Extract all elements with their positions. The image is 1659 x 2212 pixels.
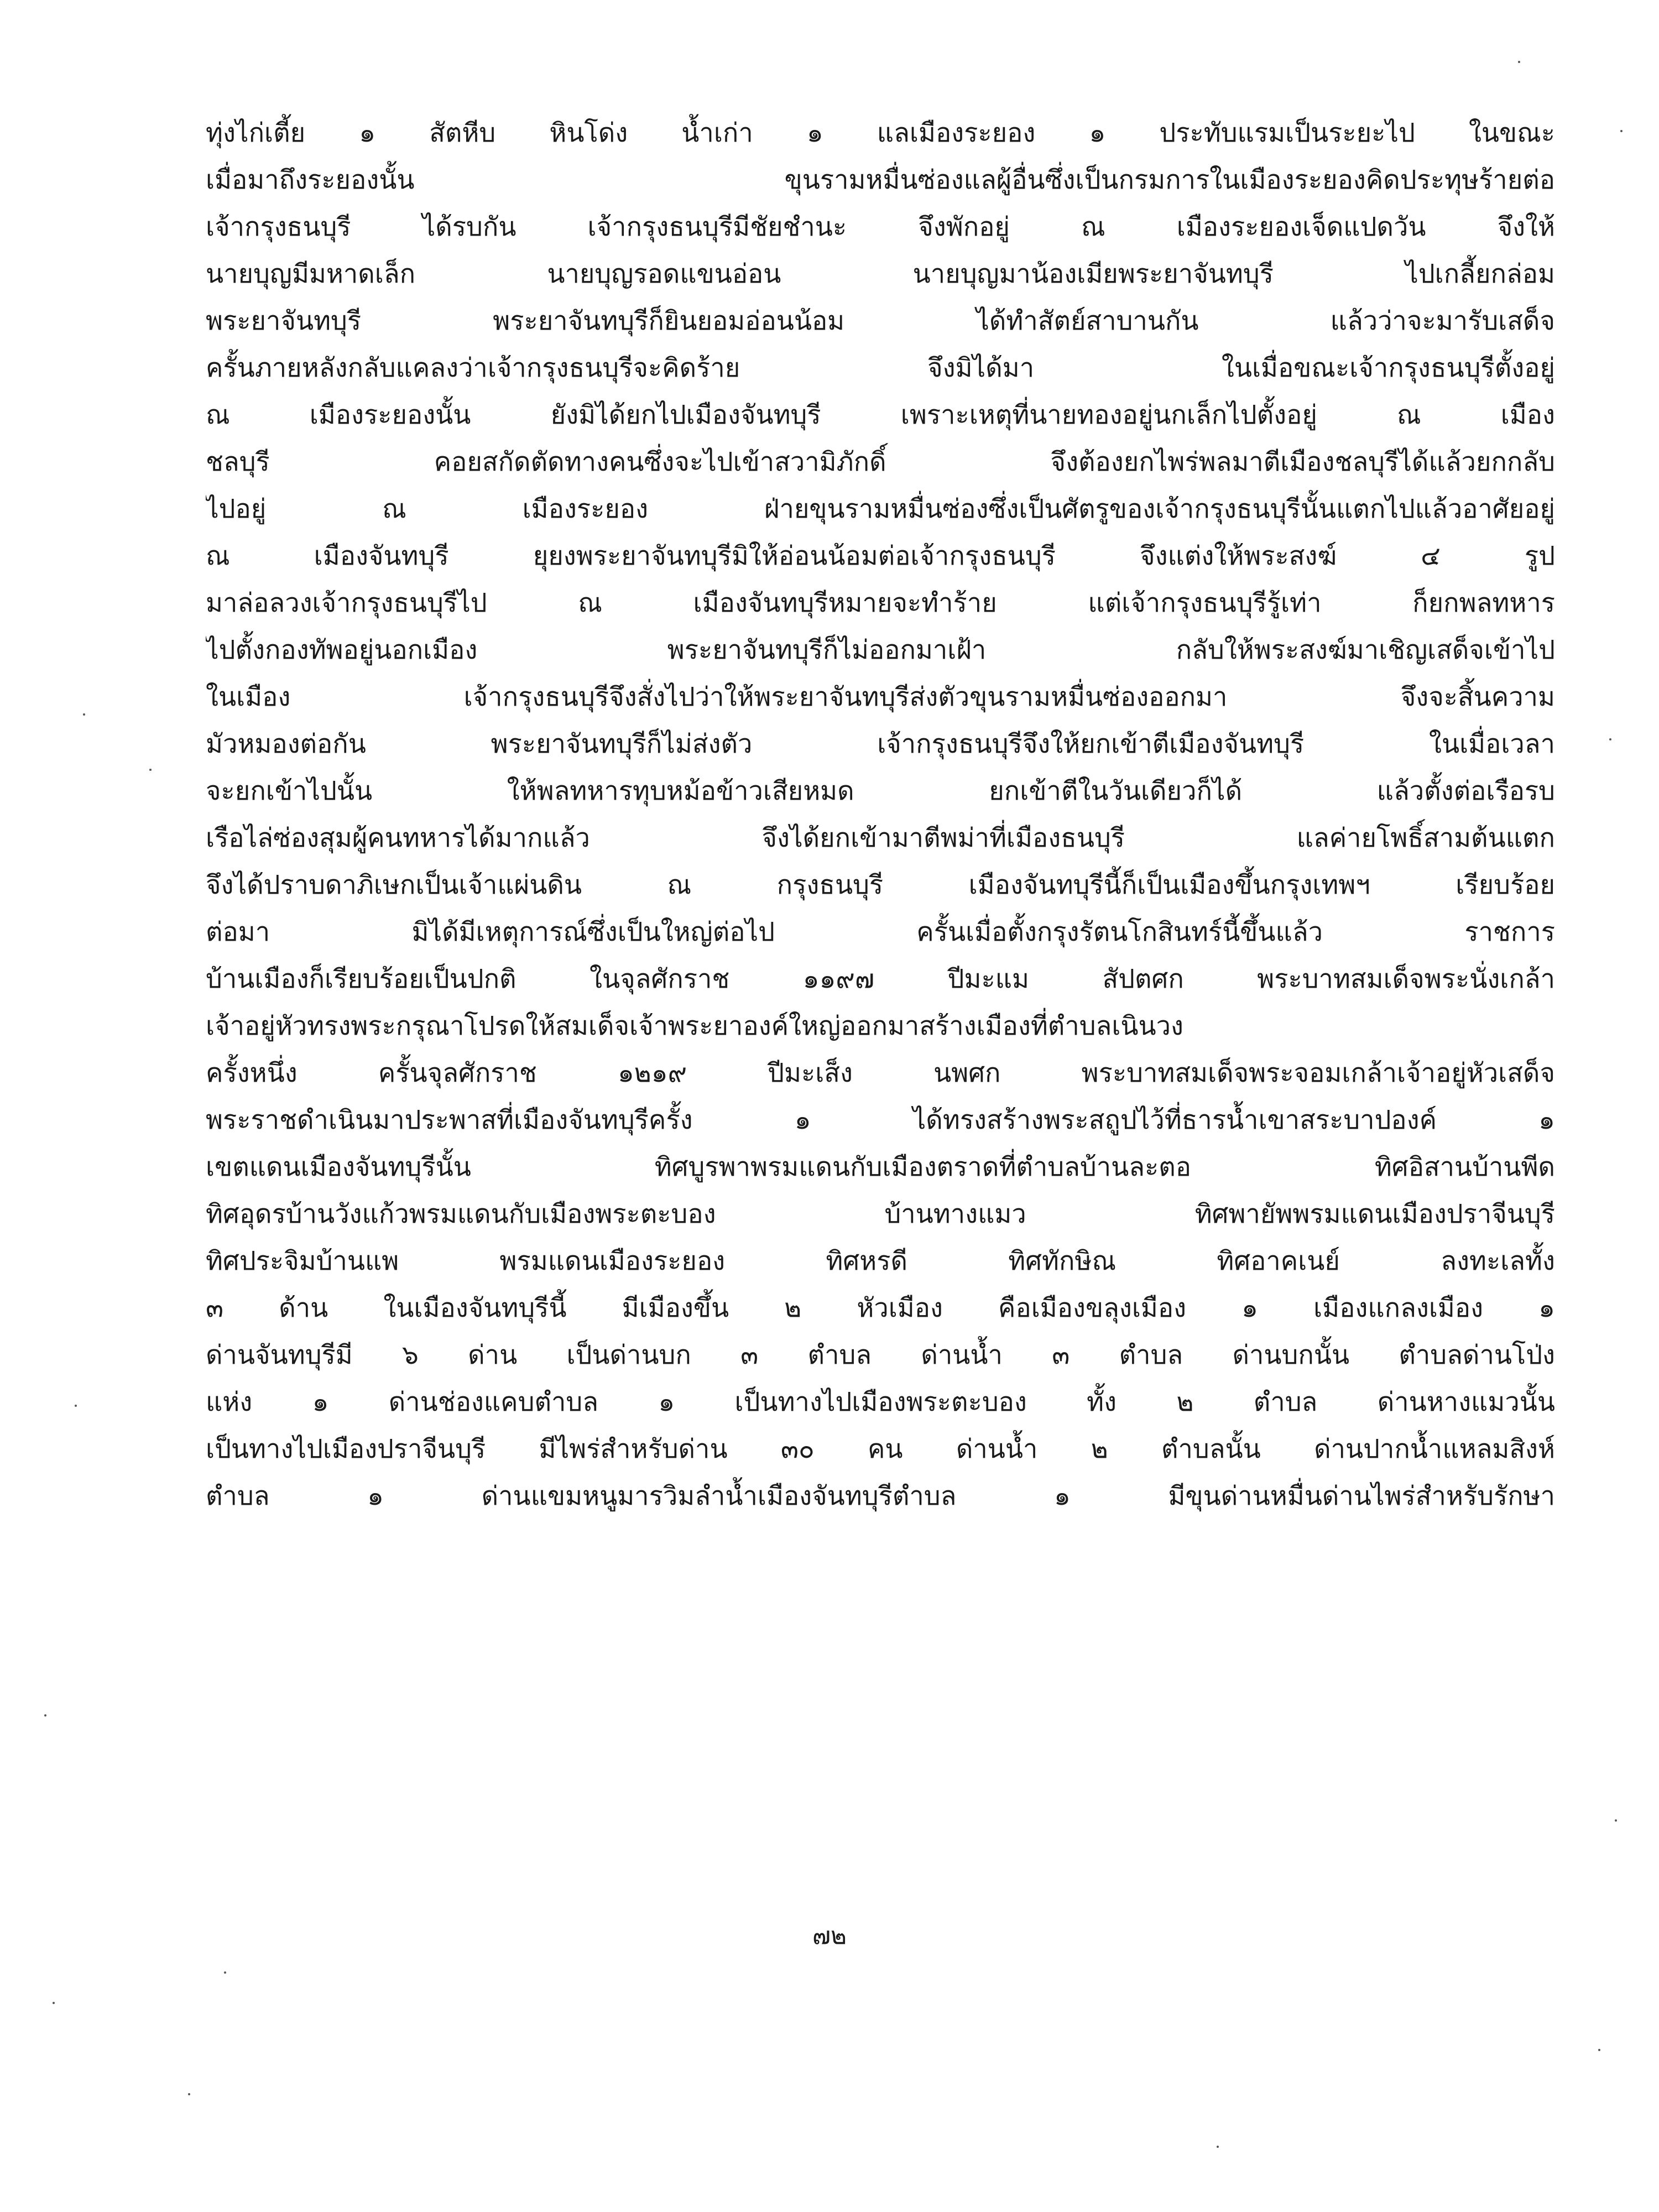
text-line: เรือไล่ซ่องสุมผู้คนทหารได้มากแล้ว จึงได้ยกเข้ามาตีพม่าที่เมืองธนบุรี แลค่ายโพธิ์สามต้นแตก bbox=[206, 823, 1555, 853]
text-line: ณ เมืองระยองนั้น ยังมิได้ยกไปเมืองจันทบุรี เพราะเหตุที่นายทองอยู่นกเล็กไปตั้งอยู่ ณ เมือง bbox=[206, 400, 1555, 430]
scan-speck bbox=[188, 2093, 190, 2095]
body-text bbox=[206, 109, 1555, 1520]
scan-speck bbox=[44, 1714, 46, 1717]
text-line: พระราชดำเนินมาประพาสที่เมืองจันทบุรีครั้ง ๑ ได้ทรงสร้างพระสถูปไว้ที่ธารน้ำเขาสระบาปองค์ ๑ bbox=[206, 1105, 1555, 1135]
text-line: ทุ่งไก่เตี้ย ๑ สัตหีบ หินโด่ง น้ำเก่า ๑ แลเมืองระยอง ๑ ประทับแรมเป็นระยะไป ในขณะ bbox=[206, 118, 1555, 148]
text-line: ครั้งหนึ่ง ครั้นจุลศักราช ๑๒๑๙ ปีมะเส็ง นพศก พระบาทสมเด็จพระจอมเกล้าเจ้าอยู่หัวเสด็จ bbox=[206, 1058, 1555, 1088]
text-line: แห่ง ๑ ด่านช่องแคบตำบล ๑ เป็นทางไปเมืองพระตะบอง ทั้ง ๒ ตำบล ด่านหางแมวนั้น bbox=[206, 1387, 1555, 1417]
text-line: ตำบล ๑ ด่านแขมหนูมารวิมลำน้ำเมืองจันทบุรีตำบล ๑ มีขุนด่านหมื่นด่านไพร่สำหรับรักษา bbox=[206, 1481, 1555, 1511]
text-line: เจ้าอยู่หัวทรงพระกรุณาโปรดให้สมเด็จเจ้าพระยาองค์ใหญ่ออกมาสร้างเมืองที่ตำบลเนินวง bbox=[206, 1011, 1184, 1041]
scan-speck bbox=[149, 769, 152, 771]
text-line: จึงได้ปราบดาภิเษกเป็นเจ้าแผ่นดิน ณ กรุงธนบุรี เมืองจันทบุรีนี้ก็เป็นเมืองขึ้นกรุงเทพฯ เรียบร้อย bbox=[206, 870, 1555, 900]
text-line: เป็นทางไปเมืองปราจีนบุรี มีไพร่สำหรับด่าน ๓๐ คน ด่านน้ำ ๒ ตำบลนั้น ด่านปากน้ำแหลมสิงห์ bbox=[206, 1434, 1555, 1464]
page-number: ๗๒ bbox=[812, 1922, 847, 1950]
text-line: มัวหมองต่อกัน พระยาจันทบุรีก็ไม่ส่งตัว เจ้ากรุงธนบุรีจึงให้ยกเข้าตีเมืองจันทบุรี ในเมื่อเวลา bbox=[206, 729, 1555, 759]
text-line: ไปอยู่ ณ เมืองระยอง ฝ่ายขุนรามหมื่นซ่องซึ่งเป็นศัตรูของเจ้ากรุงธนบุรีนั้นแตกไปแล้วอาศัยอยู่ bbox=[206, 494, 1555, 524]
scan-speck bbox=[1615, 1819, 1617, 1822]
text-line: ณ เมืองจันทบุรี ยุยงพระยาจันทบุรีมิให้อ่อนน้อมต่อเจ้ากรุงธนบุรี จึงแต่งให้พระสงฆ์ ๔ รูป bbox=[206, 541, 1555, 571]
text-line: ทิศอุดรบ้านวังแก้วพรมแดนกับเมืองพระตะบอง บ้านทางแมว ทิศพายัพพรมแดนเมืองปราจีนบุรี bbox=[206, 1199, 1555, 1229]
text-line: ด่านจันทบุรีมี ๖ ด่าน เป็นด่านบก ๓ ตำบล ด่านน้ำ ๓ ตำบล ด่านบกนั้น ตำบลด่านโป่ง bbox=[206, 1340, 1555, 1370]
scan-speck bbox=[1609, 738, 1611, 740]
scan-speck bbox=[53, 2002, 55, 2004]
scan-speck bbox=[224, 1971, 226, 1974]
scan-speck bbox=[1217, 2146, 1219, 2148]
text-line: เขตแดนเมืองจันทบุรีนั้น ทิศบูรพาพรมแดนกับเมืองตราดที่ตำบลบ้านละตอ ทิศอิสานบ้านพีด bbox=[206, 1152, 1555, 1182]
scan-speck bbox=[75, 1405, 77, 1407]
scan-speck bbox=[1518, 61, 1520, 63]
text-line: ต่อมา มิได้มีเหตุการณ์ซึ่งเป็นใหญ่ต่อไป ครั้นเมื่อตั้งกรุงรัตนโกสินทร์นี้ขึ้นแล้ว ราชการ bbox=[206, 917, 1555, 947]
text-line: พระยาจันทบุรี พระยาจันทบุรีก็ยินยอมอ่อนน้อม ได้ทำสัตย์สาบานกัน แล้วว่าจะมารับเสด็จ bbox=[206, 306, 1555, 336]
text-line: มาล่อลวงเจ้ากรุงธนบุรีไป ณ เมืองจันทบุรีหมายจะทำร้าย แต่เจ้ากรุงธนบุรีรู้เท่า ก็ยกพลทหาร bbox=[206, 588, 1555, 618]
scan-speck bbox=[1598, 2049, 1600, 2051]
text-line: นายบุญมีมหาดเล็ก นายบุญรอดแขนอ่อน นายบุญมาน้องเมียพระยาจันทบุรี ไปเกลี้ยกล่อม bbox=[206, 259, 1555, 289]
text-line: ๓ ด้าน ในเมืองจันทบุรีนี้ มีเมืองขึ้น ๒ หัวเมือง คือเมืองขลุงเมือง ๑ เมืองแกลงเมือง ๑ bbox=[206, 1293, 1555, 1323]
text-line: จะยกเข้าไปนั้น ให้พลทหารทุบหม้อข้าวเสียหมด ยกเข้าตีในวันเดียวก็ได้ แล้วตั้งต่อเรือรบ bbox=[206, 776, 1555, 806]
text-line: ไปตั้งกองทัพอยู่นอกเมือง พระยาจันทบุรีก็ไม่ออกมาเฝ้า กลับให้พระสงฆ์มาเชิญเสด็จเข้าไป bbox=[206, 635, 1555, 665]
text-line: เจ้ากรุงธนบุรี ได้รบกัน เจ้ากรุงธนบุรีมีชัยชำนะ จึงพักอยู่ ณ เมืองระยองเจ็ดแปดวัน จึงให้ bbox=[206, 212, 1555, 242]
scan-speck bbox=[83, 713, 85, 716]
text-line: ชลบุรี คอยสกัดตัดทางคนซึ่งจะไปเข้าสวามิภักดิ์ จึงต้องยกไพร่พลมาตีเมืองชลบุรีได้แล้วยกกลับ bbox=[206, 447, 1555, 477]
text-line: ครั้นภายหลังกลับแคลงว่าเจ้ากรุงธนบุรีจะคิดร้าย จึงมิได้มา ในเมื่อขณะเจ้ากรุงธนบุรีตั้งอยู่ bbox=[206, 353, 1555, 383]
text-line: เมื่อมาถึงระยองนั้น ขุนรามหมื่นซ่องแลผู้อื่นซึ่งเป็นกรมการในเมืองระยองคิดประทุษร้ายต่อ bbox=[206, 165, 1555, 195]
text-line: ทิศประจิมบ้านแพ พรมแดนเมืองระยอง ทิศหรดี ทิศทักษิณ ทิศอาคเนย์ ลงทะเลทั้ง bbox=[206, 1246, 1555, 1276]
text-line: บ้านเมืองก็เรียบร้อยเป็นปกติ ในจุลศักราช ๑๑๙๗ ปีมะแม สัปตศก พระบาทสมเด็จพระนั่งเกล้า bbox=[206, 964, 1555, 994]
text-line: ในเมือง เจ้ากรุงธนบุรีจึงสั่งไปว่าให้พระยาจันทบุรีส่งตัวขุนรามหมื่นซ่องออกมา จึงจะสิ้นความ bbox=[206, 682, 1555, 712]
scan-speck bbox=[1620, 130, 1623, 132]
